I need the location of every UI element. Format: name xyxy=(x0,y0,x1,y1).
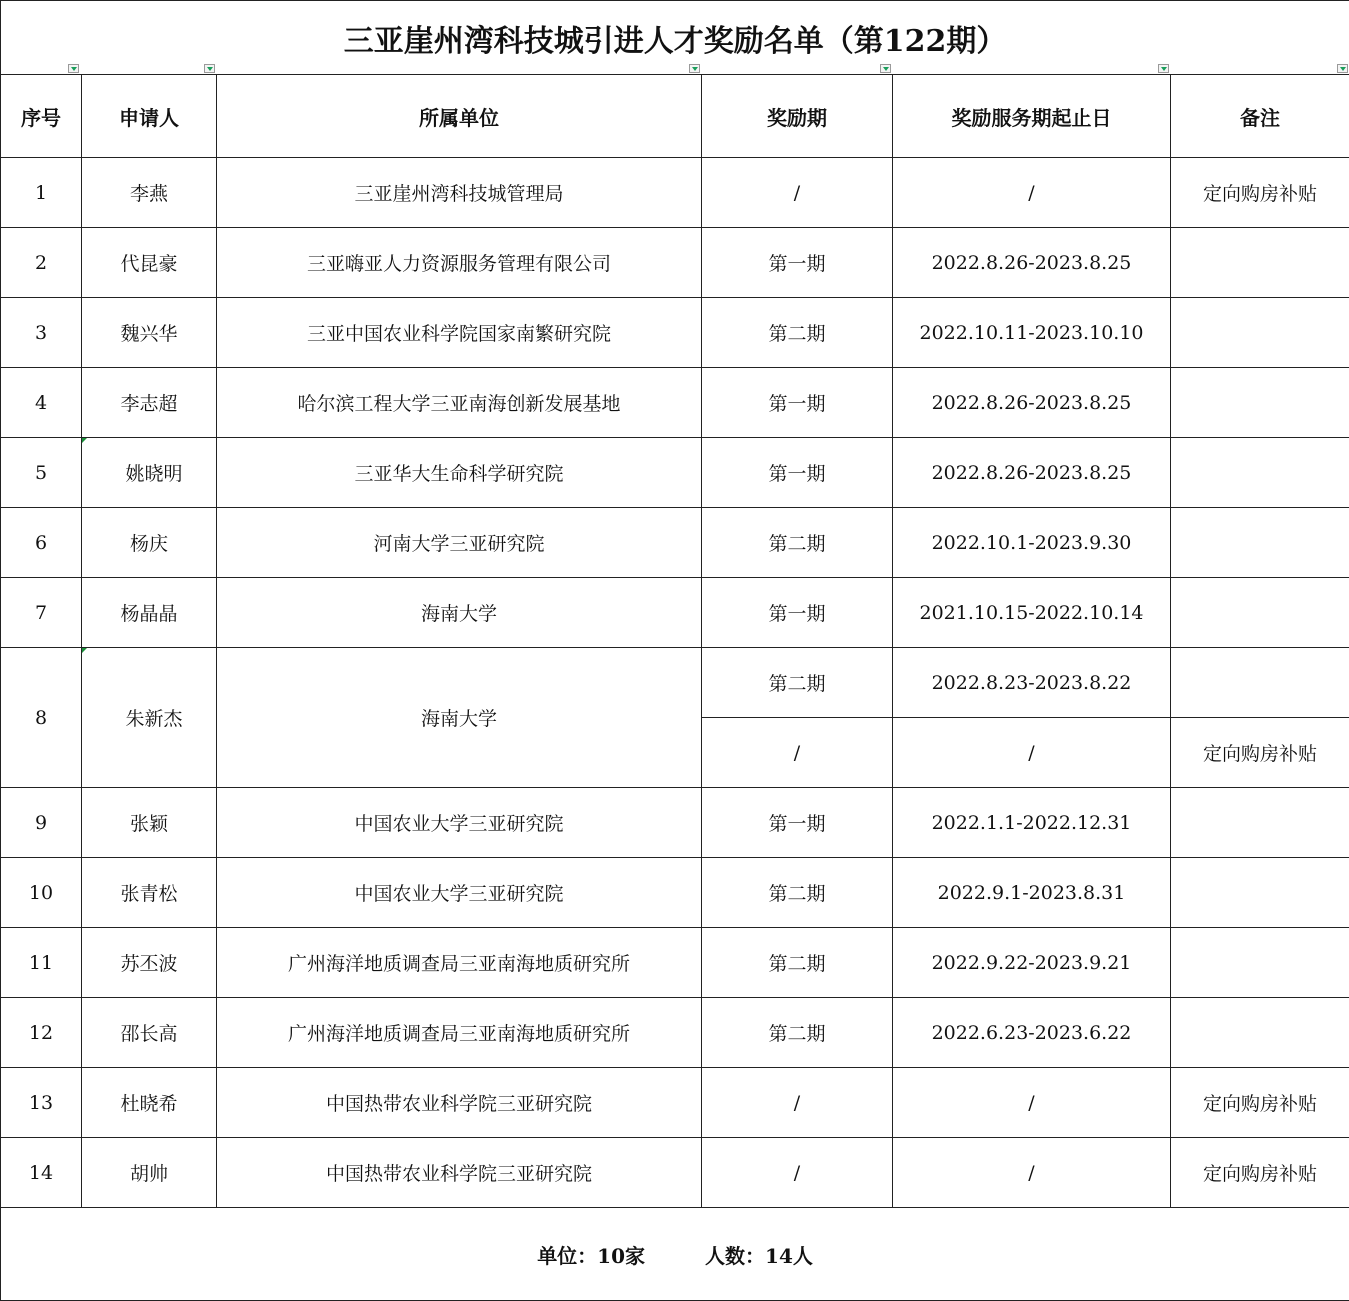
column-header-period[interactable]: 奖励期 xyxy=(702,75,893,158)
table-row xyxy=(1,368,1349,438)
cell-dates[interactable]: / xyxy=(893,1068,1171,1138)
cell-note[interactable] xyxy=(1171,368,1349,438)
table-row xyxy=(1,858,1349,928)
cell-unit[interactable]: 中国农业大学三亚研究院 xyxy=(217,858,702,928)
cell-unit[interactable]: 海南大学 xyxy=(217,648,702,788)
table-row xyxy=(1,438,1349,508)
table-row xyxy=(1,508,1349,578)
cell-dates[interactable]: / xyxy=(893,1138,1171,1208)
table-row xyxy=(1,998,1349,1068)
cell-note[interactable] xyxy=(1171,648,1349,718)
cell-note[interactable]: 定向购房补贴 xyxy=(1171,158,1349,228)
cell-applicant[interactable] xyxy=(82,578,217,648)
cell-unit[interactable]: 中国农业大学三亚研究院 xyxy=(217,788,702,858)
cell-dates[interactable]: 2022.8.26-2023.8.25 xyxy=(893,228,1171,298)
cell-dates[interactable]: 2022.10.1-2023.9.30 xyxy=(893,508,1171,578)
filter-dropdown-icon[interactable] xyxy=(880,64,891,73)
cell-unit[interactable]: 三亚中国农业科学院国家南繁研究院 xyxy=(217,298,702,368)
applicant-name: 杜晓希 xyxy=(120,1093,177,1115)
column-header-applicant[interactable]: 申请人 xyxy=(82,75,217,158)
applicant-name: 杨晶晶 xyxy=(120,603,177,625)
applicant-name: 苏丕波 xyxy=(120,953,177,975)
cell-unit[interactable]: 海南大学 xyxy=(217,578,702,648)
cell-dates[interactable]: 2022.8.26-2023.8.25 xyxy=(893,438,1171,508)
cell-note[interactable] xyxy=(1171,298,1349,368)
cell-note[interactable] xyxy=(1171,578,1349,648)
cell-dates[interactable]: 2022.1.1-2022.12.31 xyxy=(893,788,1171,858)
cell-no[interactable]: 8 xyxy=(1,648,82,788)
people-count: 人数：14人 xyxy=(705,1244,813,1268)
cell-period[interactable]: 第二期 xyxy=(702,928,893,998)
cell-applicant[interactable] xyxy=(82,648,217,788)
cell-unit[interactable]: 三亚崖州湾科技城管理局 xyxy=(217,158,702,228)
cell-no[interactable]: 6 xyxy=(1,508,82,578)
table-row xyxy=(1,928,1349,998)
cell-period[interactable]: 第二期 xyxy=(702,648,893,718)
cell-unit[interactable]: 三亚嗨亚人力资源服务管理有限公司 xyxy=(217,228,702,298)
cell-no[interactable]: 11 xyxy=(1,928,82,998)
cell-note[interactable]: 定向购房补贴 xyxy=(1171,1068,1349,1138)
cell-period[interactable]: 第一期 xyxy=(702,578,893,648)
cell-dates[interactable]: 2022.8.23-2023.8.22 xyxy=(893,648,1171,718)
cell-note[interactable] xyxy=(1171,788,1349,858)
table-row xyxy=(1,228,1349,298)
applicant-name: 朱新杰 xyxy=(125,708,182,730)
cell-note[interactable] xyxy=(1171,928,1349,998)
cell-unit[interactable]: 三亚华大生命科学研究院 xyxy=(217,438,702,508)
cell-period[interactable]: / xyxy=(702,158,893,228)
cell-period[interactable]: 第二期 xyxy=(702,508,893,578)
applicant-name: 张青松 xyxy=(120,883,177,905)
cell-no[interactable]: 5 xyxy=(1,438,82,508)
cell-applicant[interactable] xyxy=(82,298,217,368)
table-row xyxy=(1,578,1349,648)
applicant-name: 胡帅 xyxy=(130,1163,168,1185)
cell-no[interactable]: 1 xyxy=(1,158,82,228)
comment-marker-icon xyxy=(82,648,87,653)
applicant-name: 姚晓明 xyxy=(125,463,182,485)
cell-applicant[interactable] xyxy=(82,228,217,298)
unit-count: 单位：10家 xyxy=(537,1244,645,1268)
title-text: 三亚崖州湾科技城引进人才奖励名单（第122期） xyxy=(344,24,1007,59)
header-row xyxy=(1,75,1349,158)
table-row xyxy=(1,648,1349,718)
cell-unit[interactable]: 中国热带农业科学院三亚研究院 xyxy=(217,1138,702,1208)
column-header-dates[interactable]: 奖励服务期起止日 xyxy=(893,75,1171,158)
page-title xyxy=(1,1,1349,75)
applicant-name: 邵长高 xyxy=(120,1023,177,1045)
applicant-name: 李志超 xyxy=(120,393,177,415)
comment-marker-icon xyxy=(82,438,87,443)
cell-period[interactable]: / xyxy=(702,1138,893,1208)
cell-note[interactable]: 定向购房补贴 xyxy=(1171,1138,1349,1208)
cell-note[interactable] xyxy=(1171,228,1349,298)
cell-no[interactable]: 13 xyxy=(1,1068,82,1138)
summary-row xyxy=(1,1208,1349,1301)
applicant-name: 杨庆 xyxy=(130,533,168,555)
cell-period[interactable]: 第一期 xyxy=(702,788,893,858)
cell-period[interactable]: 第一期 xyxy=(702,438,893,508)
table-row xyxy=(1,298,1349,368)
filter-dropdown-icon[interactable] xyxy=(689,64,700,73)
cell-applicant[interactable] xyxy=(82,1138,217,1208)
cell-no[interactable]: 3 xyxy=(1,298,82,368)
cell-unit[interactable]: 广州海洋地质调查局三亚南海地质研究所 xyxy=(217,998,702,1068)
cell-note[interactable]: 定向购房补贴 xyxy=(1171,718,1349,788)
filter-dropdown-icon[interactable] xyxy=(68,64,79,73)
cell-period[interactable]: 第二期 xyxy=(702,998,893,1068)
cell-applicant[interactable] xyxy=(82,368,217,438)
cell-dates[interactable]: / xyxy=(893,718,1171,788)
cell-unit[interactable]: 哈尔滨工程大学三亚南海创新发展基地 xyxy=(217,368,702,438)
cell-applicant[interactable] xyxy=(82,858,217,928)
applicant-name: 魏兴华 xyxy=(120,323,177,345)
cell-no[interactable]: 12 xyxy=(1,998,82,1068)
cell-dates[interactable]: 2022.9.1-2023.8.31 xyxy=(893,858,1171,928)
table-row xyxy=(1,1138,1349,1208)
applicant-name: 张颖 xyxy=(130,813,168,835)
table-row xyxy=(1,788,1349,858)
cell-period[interactable]: / xyxy=(702,1068,893,1138)
cell-no[interactable]: 9 xyxy=(1,788,82,858)
cell-note[interactable] xyxy=(1171,438,1349,508)
cell-note[interactable] xyxy=(1171,508,1349,578)
column-header-note[interactable]: 备注 xyxy=(1171,75,1349,158)
cell-applicant[interactable] xyxy=(82,928,217,998)
cell-applicant[interactable] xyxy=(82,508,217,578)
table-row xyxy=(1,1068,1349,1138)
cell-no[interactable]: 7 xyxy=(1,578,82,648)
cell-dates[interactable]: 2022.10.11-2023.10.10 xyxy=(893,298,1171,368)
cell-no[interactable]: 10 xyxy=(1,858,82,928)
cell-note[interactable] xyxy=(1171,858,1349,928)
summary-cell xyxy=(1,1208,1349,1301)
cell-period[interactable]: 第二期 xyxy=(702,298,893,368)
cell-unit[interactable]: 广州海洋地质调查局三亚南海地质研究所 xyxy=(217,928,702,998)
column-header-unit[interactable]: 所属单位 xyxy=(217,75,702,158)
filter-dropdown-icon[interactable] xyxy=(1158,64,1169,73)
cell-dates[interactable]: 2021.10.15-2022.10.14 xyxy=(893,578,1171,648)
cell-applicant[interactable] xyxy=(82,998,217,1068)
table-row xyxy=(1,158,1349,228)
cell-applicant[interactable] xyxy=(82,158,217,228)
filter-dropdown-icon[interactable] xyxy=(204,64,215,73)
cell-period[interactable]: 第二期 xyxy=(702,858,893,928)
column-header-no[interactable]: 序号 xyxy=(1,75,82,158)
cell-unit[interactable]: 河南大学三亚研究院 xyxy=(217,508,702,578)
cell-applicant[interactable] xyxy=(82,1068,217,1138)
cell-note[interactable] xyxy=(1171,998,1349,1068)
cell-dates[interactable]: 2022.8.26-2023.8.25 xyxy=(893,368,1171,438)
cell-unit[interactable]: 中国热带农业科学院三亚研究院 xyxy=(217,1068,702,1138)
cell-period[interactable]: / xyxy=(702,718,893,788)
filter-dropdown-icon[interactable] xyxy=(1337,64,1348,73)
applicant-name: 李燕 xyxy=(130,183,168,205)
cell-no[interactable]: 2 xyxy=(1,228,82,298)
cell-dates[interactable]: 2022.6.23-2023.6.22 xyxy=(893,998,1171,1068)
cell-period[interactable]: 第一期 xyxy=(702,368,893,438)
cell-dates[interactable]: / xyxy=(893,158,1171,228)
cell-applicant[interactable] xyxy=(82,438,217,508)
applicant-name: 代昆豪 xyxy=(120,253,177,275)
cell-no[interactable]: 4 xyxy=(1,368,82,438)
cell-no[interactable]: 14 xyxy=(1,1138,82,1208)
cell-applicant[interactable] xyxy=(82,788,217,858)
cell-period[interactable]: 第一期 xyxy=(702,228,893,298)
cell-dates[interactable]: 2022.9.22-2023.9.21 xyxy=(893,928,1171,998)
